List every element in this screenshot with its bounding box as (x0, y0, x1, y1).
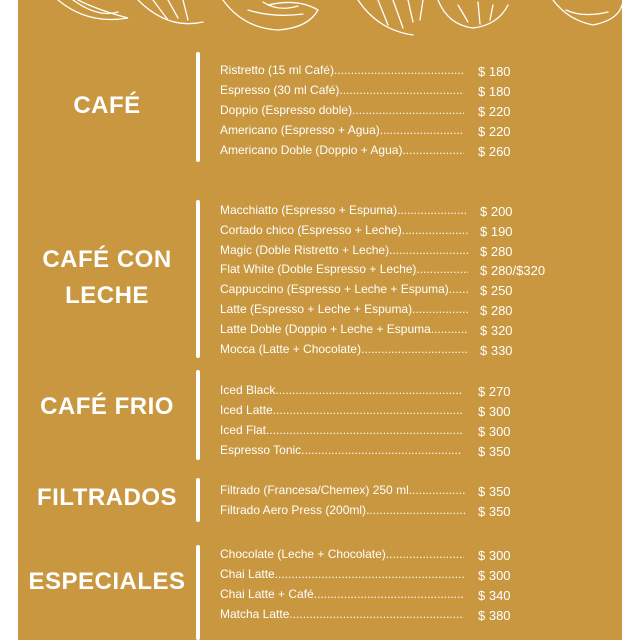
menu-item-row (220, 420, 610, 440)
section-title-line: CAFÉ FRIO (40, 393, 174, 420)
menu-item-price: $ 200 (480, 204, 513, 219)
menu-item-price: $ 280/$320 (480, 263, 546, 279)
menu-item-price: $ 180 (478, 64, 511, 79)
menu-item-row (220, 220, 610, 240)
menu-item-name: Iced Flat ..... (220, 420, 462, 440)
menu-item-row (220, 319, 610, 339)
menu-item-price: $ 300 (478, 424, 511, 439)
menu-item-row (220, 604, 610, 624)
menu-item-price: $ 330 (480, 342, 513, 358)
menu-item-row (220, 440, 610, 460)
section-divider (196, 200, 200, 358)
menu-item-price: $ 180 (478, 84, 511, 99)
menu-item-row (220, 240, 610, 260)
section-title-line: FILTRADOS (36, 484, 178, 511)
menu-item-name: Iced Black ..... (220, 380, 462, 400)
menu-item-row (220, 380, 610, 400)
menu-item-price: $ 320 (480, 322, 513, 338)
section-title (18, 564, 196, 600)
tropical-leaves-decoration (18, 0, 622, 40)
menu-item-row (220, 200, 610, 220)
menu-item-row (220, 140, 610, 160)
menu-item-name: Macchiatto (Espresso + Espuma) ..... (220, 200, 468, 220)
menu-item-row (220, 480, 610, 500)
menu-item-price: $ 260 (478, 144, 511, 159)
menu-item-price: $ 250 (480, 283, 513, 299)
menu-item-name: Filtrado Aero Press (200ml) ..... (220, 500, 466, 520)
menu-item-row (220, 564, 610, 584)
menu-item-price: $ 220 (478, 104, 511, 119)
menu-item-name: Chai Latte + Café ..... (220, 584, 464, 604)
section-title-line: ESPECIALES (28, 568, 186, 595)
menu-item-name: Flat White (Doble Espresso + Leche) ..... (220, 259, 468, 279)
menu-item-name: Espresso Tonic ..... (220, 440, 462, 460)
menu-item-name: Iced Latte ..... (220, 400, 462, 420)
menu-item-name: Doppio (Espresso doble) ..... (220, 100, 464, 120)
menu-item-price: $ 300 (478, 548, 511, 563)
menu-item-price: $ 300 (478, 568, 511, 583)
section-title (18, 480, 196, 516)
menu-item-price: $ 350 (478, 444, 511, 459)
section-title-line: CAFÉ (73, 92, 141, 119)
menu-item-price: $ 280 (480, 243, 513, 259)
menu-item-name: Matcha Latte ..... (220, 604, 464, 624)
section-divider (196, 478, 200, 522)
section-title (18, 88, 196, 124)
menu-item-price: $ 340 (478, 588, 511, 603)
menu-item-name: Chocolate (Leche + Chocolate) ..... (220, 544, 464, 564)
menu-item-row (220, 100, 610, 120)
menu-item-name: Cortado chico (Espresso + Leche) ..... (220, 220, 468, 240)
section-divider (196, 545, 200, 640)
menu-item-price: $ 350 (478, 504, 511, 519)
menu-item-row (220, 544, 610, 564)
menu-item-row (220, 279, 610, 299)
menu-item-name: Cappuccino (Espresso + Leche + Espuma) ..... (220, 279, 468, 299)
menu-item-price: $ 220 (478, 124, 511, 139)
menu-item-name: Americano Doble (Doppio + Agua) ..... (220, 140, 464, 160)
menu-page (18, 0, 622, 640)
section-title (18, 389, 196, 425)
menu-item-price: $ 300 (478, 404, 511, 419)
menu-item-row (220, 339, 610, 359)
menu-item-row (220, 120, 610, 140)
menu-item-name: Filtrado (Francesa/Chemex) 250 ml ..... (220, 480, 466, 500)
menu-item-price: $ 270 (478, 384, 511, 399)
section-title-line: LECHE (65, 282, 149, 309)
menu-item-name: Latte (Espresso + Leche + Espuma) ..... (220, 299, 468, 319)
menu-item-name: Magic (Doble Ristretto + Leche) ..... (220, 240, 468, 260)
menu-item-price: $ 190 (480, 223, 513, 239)
menu-item-row (220, 400, 610, 420)
menu-item-row (220, 500, 610, 520)
menu-item-price: $ 280 (480, 303, 513, 318)
menu-item-name: Chai Latte ..... (220, 564, 464, 584)
menu-item-price: $ 380 (478, 608, 511, 623)
menu-item-name: Mocca (Latte + Chocolate) ..... (220, 339, 468, 359)
menu-item-name: Americano (Espresso + Agua) ..... (220, 120, 464, 140)
menu-item-name: Latte Doble (Doppio + Leche + Espuma ..... (220, 319, 468, 339)
menu-item-row (220, 60, 610, 80)
section-divider (196, 370, 200, 460)
menu-item-row (220, 259, 610, 279)
menu-item-name: Espresso (30 ml Café) ..... (220, 80, 464, 100)
menu-item-row (220, 584, 610, 604)
menu-item-row (220, 80, 610, 100)
section-title (18, 242, 196, 314)
menu-item-price: $ 350 (478, 484, 511, 499)
menu-item-name: Ristretto (15 ml Café) ..... (220, 60, 464, 80)
section-divider (196, 52, 200, 162)
menu-item-row (220, 299, 610, 319)
section-title-line: CAFÉ CON (42, 246, 172, 273)
